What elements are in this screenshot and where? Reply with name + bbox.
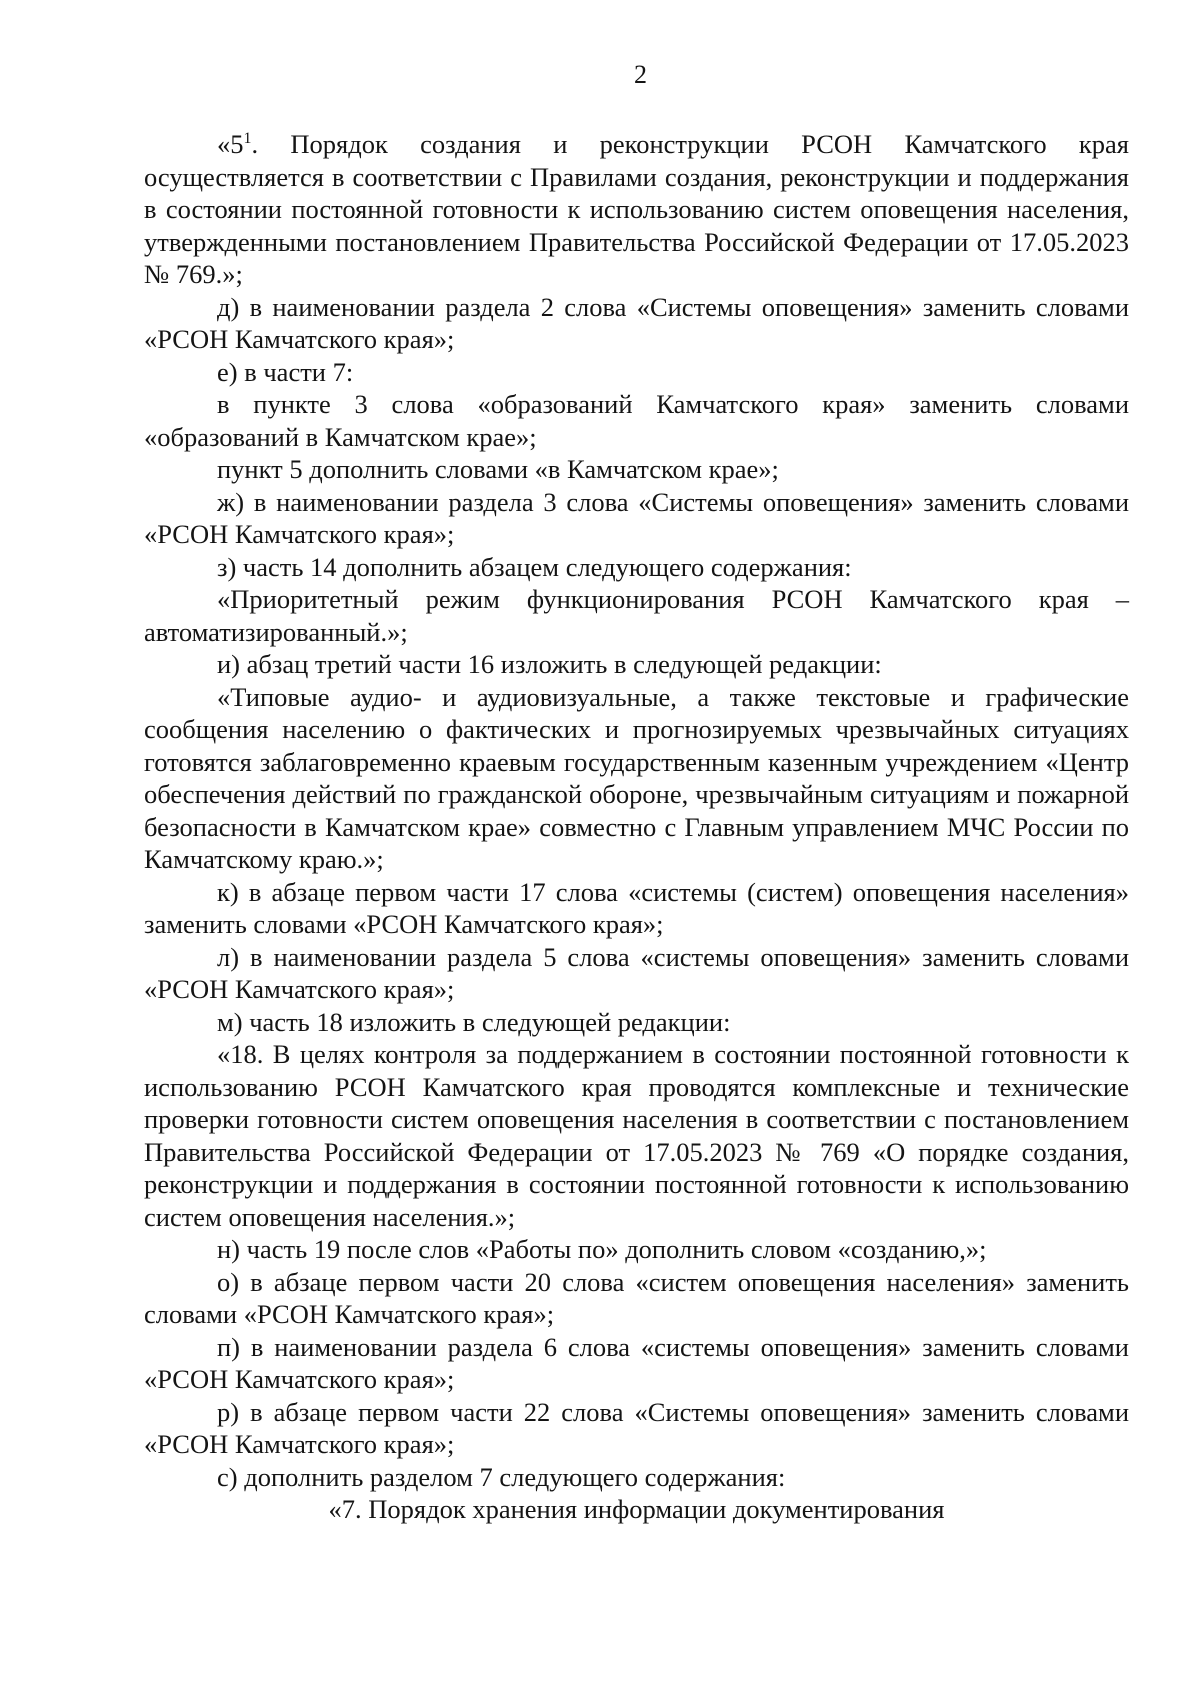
paragraph-o: о) в абзаце первом части 20 слова «систем оповещения населения» заменить словами «РСОН Камчатского края»;	[144, 1266, 1129, 1329]
document-body	[144, 128, 1129, 1526]
superscript-index: 1	[243, 130, 252, 148]
paragraph-p: п) в наименовании раздела 6 слова «системы оповещения» заменить словами «РСОН Камчатского края»;	[144, 1331, 1129, 1394]
paragraph-l: л) в наименовании раздела 5 слова «системы оповещения» заменить словами «РСОН Камчатского края»;	[144, 941, 1129, 1004]
paragraph-z-quote: «Приоритетный режим функционирования РСОН Камчатского края – автоматизированный.»;	[144, 584, 1129, 647]
paragraph-d: д) в наименовании раздела 2 слова «Системы оповещения» заменить словами «РСОН Камчатского края»;	[144, 291, 1129, 354]
paragraph-5-1-rest: . Порядок создания и реконструкции РСОН Камчатского края осуществляется в соответствии с Правилами создания, реконструкции и поддержания в состоянии постоянной готовности к использованию систем оповещения населения, утвержденными постановлением Правительства Российской Федерации от 17.05.2023 № 769.»;	[144, 129, 1129, 289]
paragraph-i-quote: «Типовые аудио- и аудиовизуальные, а также текстовые и графические сообщения населению о фактических и прогнозируемых чрезвычайных ситуациях готовятся заблаговременно краевым государственным казенным учреждением «Центр обеспечения действий по гражданской обороне, чрезвычайным ситуациям и пожарной безопасности в Камчатском крае» совместно с Главным управлением МЧС России по Камчатскому краю.»;	[144, 681, 1129, 874]
section-7-heading: «7. Порядок хранения информации документирования	[328, 1494, 945, 1524]
paragraph-n: н) часть 19 после слов «Работы по» дополнить словом «созданию,»;	[217, 1234, 987, 1264]
paragraph-m-quote: «18. В целях контроля за поддержанием в состоянии постоянной готовности к использованию РСОН Камчатского края проводятся комплексные и технические проверки готовности систем оповещения населения в соответствии с постановлением Правительства Российской Федерации от 17.05.2023 № 769 «О порядке создания, реконструкции и поддержания в состоянии постоянной готовности к использованию систем оповещения населения.»;	[144, 1039, 1129, 1232]
paragraph-z: з) часть 14 дополнить абзацем следующего содержания:	[217, 551, 852, 582]
paragraph-r: р) в абзаце первом части 22 слова «Системы оповещения» заменить словами «РСОН Камчатского края»;	[144, 1396, 1129, 1459]
paragraph-e-point-5: пункт 5 дополнить словами «в Камчатском крае»;	[217, 454, 779, 484]
paragraph-k: к) в абзаце первом части 17 слова «системы (систем) оповещения населения» заменить словами «РСОН Камчатского края»;	[144, 876, 1129, 939]
paragraph-m: м) часть 18 изложить в следующей редакции:	[217, 1006, 731, 1037]
paragraph-e-point-3: в пункте 3 слова «образований Камчатского края» заменить словами «образований в Камчатском крае»;	[144, 389, 1129, 452]
paragraph-s: с) дополнить разделом 7 следующего содержания:	[217, 1461, 786, 1492]
page-number: 2	[634, 60, 647, 89]
paragraph-e: е) в части 7:	[217, 356, 354, 387]
paragraph-zh: ж) в наименовании раздела 3 слова «Системы оповещения» заменить словами «РСОН Камчатского края»;	[144, 486, 1129, 549]
paragraph-i: и) абзац третий части 16 изложить в следующей редакции:	[217, 649, 882, 679]
paragraph-5-1	[144, 128, 1129, 291]
paragraph-5-1-start: «5	[217, 129, 244, 159]
